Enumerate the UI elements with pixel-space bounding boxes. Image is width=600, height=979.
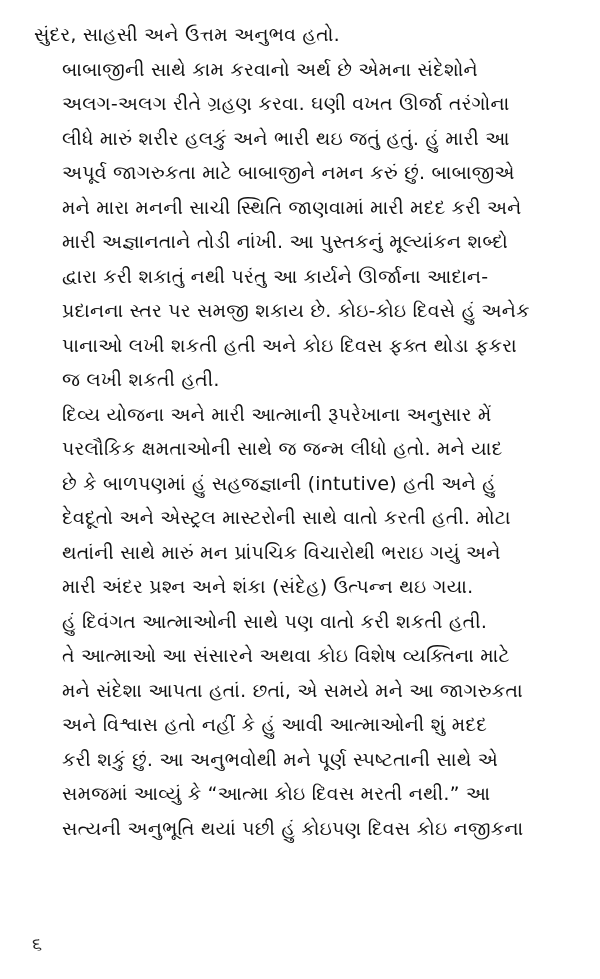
text-line: મને સંદેશા આપતા હતાં. છતાં, એ સમયે મને આ જાગરુકતા [62,679,523,702]
text-line: દેવદૂતો અને એસ્ટ્રલ માસ્ટરોની સાથે વાતો કરતી હતી. મોટા [62,507,511,529]
paragraph [34,605,562,847]
text-line: દ્વારા કરી શકાતું નથી પરંતુ આ કાર્યને ઊર્જાના આદાન- [62,265,489,288]
text-line: સુંદર, સાહસી અને ઉત્તમ અનુભવ હતો. [34,24,340,46]
body-text [34,18,562,846]
text-line: દિવ્ય યોજના અને મારી આત્માની રૂપરેખાના અનુસાર મેં [62,403,492,426]
text-line: હું દિવંગત આત્માઓની સાથે પણ વાતો કરી શકતી હતી. [62,610,488,633]
text-line: અપૂર્વ જાગરુકતા માટે બાબાજીને નમન કરું છું. બાબાજીએ [62,162,515,184]
text-line: થતાંની સાથે મારું મન પ્રાંપચિક વિચારોથી ભરાઇ ગયું અને [62,541,501,564]
text-line: તે આત્માઓ આ સંસારને અથવા કોઇ વિશેષ વ્યક્તિના માટે [62,645,510,667]
text-line: મારી અજ્ઞાનતાને તોડી નાંખી. આ પુસ્તકનું મૂલ્યાંકન શબ્દો [62,231,508,253]
paragraph [34,53,562,398]
text-line: પરલૌકિક ક્ષમતાઓની સાથે જ જન્મ લીધો હતો. મને યાદ [62,438,503,460]
text-line: અને વિશ્વાસ હતો નહીં કે હું આવી આત્માઓની શું મદદ [62,714,488,736]
text-line: છે કે બાળપણમાં હું સહજજ્ઞાની (intutive) હતી અને હું [62,472,496,495]
paragraph [34,18,562,53]
text-line: મને મારા મનની સાચી સ્થિતિ જાણવામાં મારી મદદ કરી અને [62,196,522,219]
text-line: પાનાઓ લખી શકતી હતી અને કોઇ દિવસ ફક્ત થોડા ફકરા [62,334,517,357]
text-line: સમજમાં આવ્યું કે “આત્મા કોઇ દિવસ મરતી નથી.” આ [62,783,491,805]
page-number: ૬ [32,934,43,955]
paragraph [34,398,562,605]
text-line: જ લખી શકતી હતી. [62,369,220,391]
text-line: લીધે મારું શરીર હલકું અને ભારી થઇ જતું હતું. હું મારી આ [62,127,510,150]
text-line: સત્યની અનુભૂતિ થયાં પછી હું કોઇપણ દિવસ કોઇ નજીકના [62,817,524,840]
text-line: કરી શકું છું. આ અનુભવોથી મને પૂર્ણ સ્પષ્ટતાની સાથે એ [62,748,499,771]
text-line: પ્રદાનના સ્તર પર સમજી શકાય છે. કોઇ-કોઇ દિવસે હું અનેક [62,300,530,322]
text-line: અલગ-અલગ રીતે ગ્રહણ કરવા. ઘણી વખત ઊર્જા તરંગોના [62,93,510,115]
text-line: બાબાજીની સાથે કામ કરવાનો અર્થ છે એમના સંદેશોને [62,58,478,81]
text-line: મારી અંદર પ્રશ્ન અને શંકા (સંદેહ) ઉત્પન્ન થઇ ગયા. [62,576,474,598]
